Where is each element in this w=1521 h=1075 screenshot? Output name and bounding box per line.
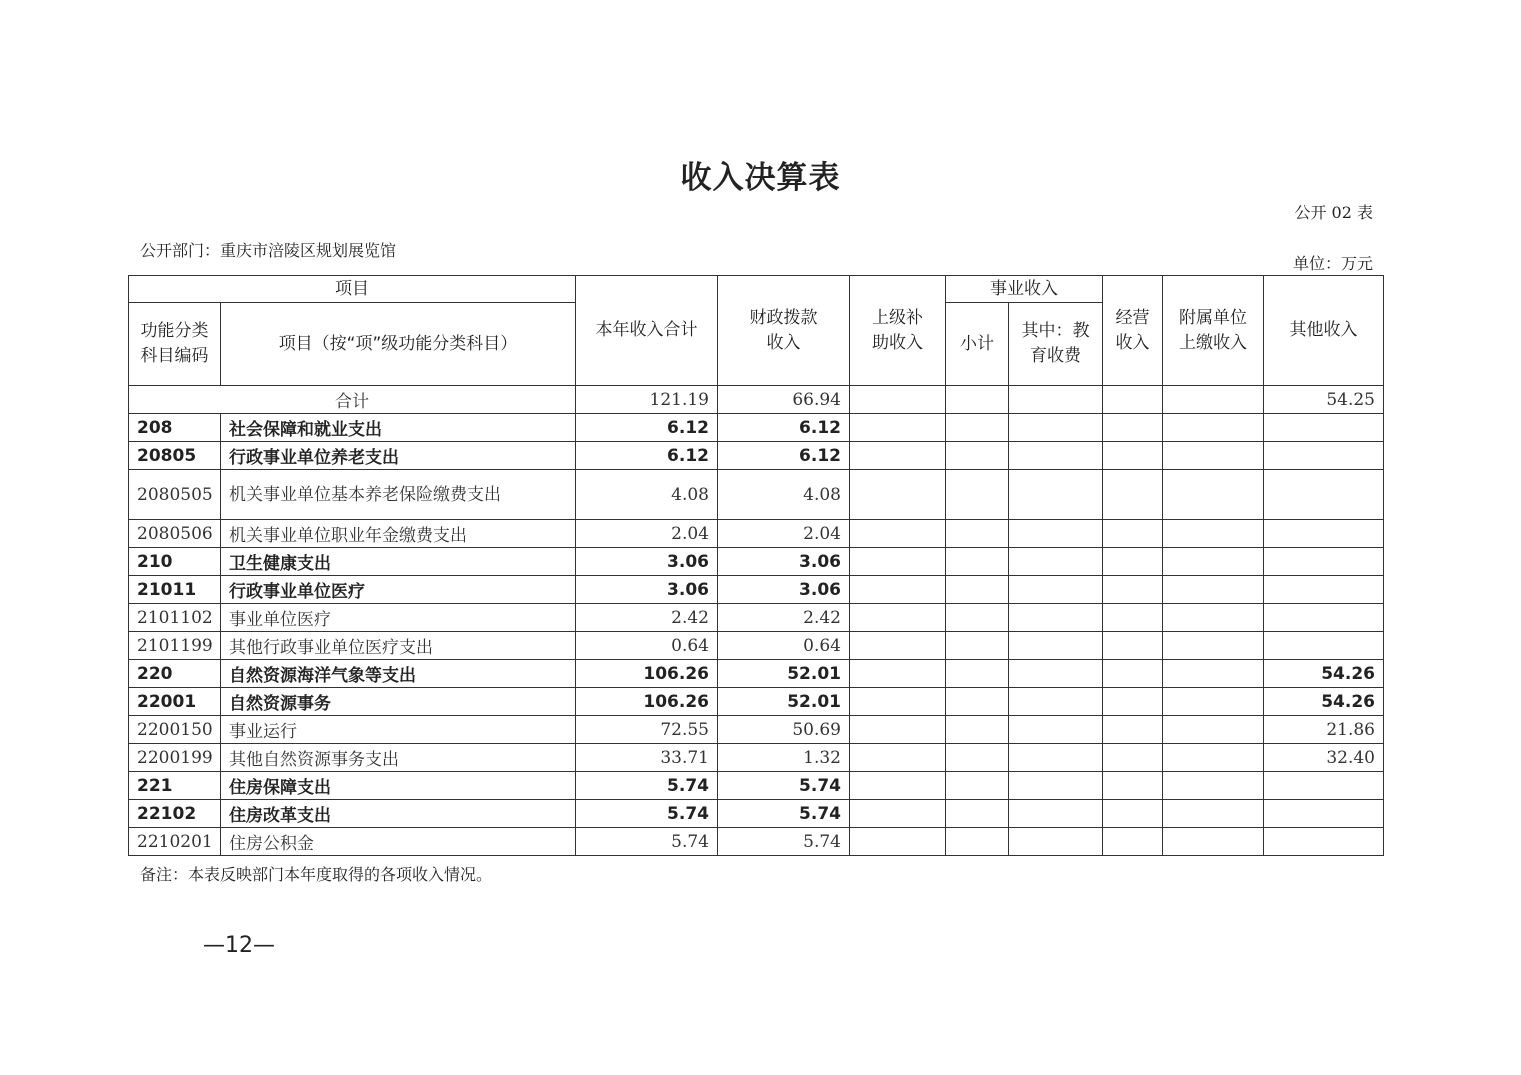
header-career-subtotal: 小计 <box>946 303 1009 386</box>
header-total: 本年收入合计 <box>576 276 718 386</box>
header-project-group: 项目 <box>129 276 576 303</box>
header-fiscal: 财政拨款收入 <box>718 276 850 386</box>
total-label: 合计 <box>129 386 576 414</box>
row-total: 6.12 <box>576 414 718 442</box>
header-code: 功能分类科目编码 <box>129 303 221 386</box>
row-code: 2210201 <box>129 828 221 856</box>
header-name: 项目（按“项”级功能分类科目） <box>221 303 576 386</box>
row-other <box>1264 828 1384 856</box>
row-total: 5.74 <box>576 800 718 828</box>
row-fiscal: 4.08 <box>718 470 850 520</box>
header-affiliated: 附属单位上缴收入 <box>1163 276 1264 386</box>
row-other <box>1264 470 1384 520</box>
table-row <box>129 414 1384 442</box>
row-fiscal: 52.01 <box>718 660 850 688</box>
row-fiscal: 50.69 <box>718 716 850 744</box>
row-total: 0.64 <box>576 632 718 660</box>
row-other <box>1264 414 1384 442</box>
row-code: 220 <box>129 660 221 688</box>
form-number: 公开 02 表 <box>1294 203 1373 222</box>
row-total: 5.74 <box>576 772 718 800</box>
table-row <box>129 800 1384 828</box>
header-other: 其他收入 <box>1264 276 1384 386</box>
row-code: 2101199 <box>129 632 221 660</box>
row-name: 自然资源事务 <box>221 688 576 716</box>
row-code: 2080506 <box>129 520 221 548</box>
row-other <box>1264 604 1384 632</box>
table-row <box>129 520 1384 548</box>
table-row <box>129 576 1384 604</box>
row-code: 2200150 <box>129 716 221 744</box>
row-total: 5.74 <box>576 828 718 856</box>
table-row <box>129 604 1384 632</box>
row-code: 210 <box>129 548 221 576</box>
total-row <box>129 386 1384 414</box>
table-row <box>129 442 1384 470</box>
row-name: 社会保障和就业支出 <box>221 414 576 442</box>
row-other <box>1264 772 1384 800</box>
row-code: 21011 <box>129 576 221 604</box>
unit-label: 单位：万元 <box>1292 254 1373 273</box>
row-total: 4.08 <box>576 470 718 520</box>
total-amount: 121.19 <box>576 386 718 414</box>
row-fiscal: 6.12 <box>718 414 850 442</box>
table-row <box>129 660 1384 688</box>
row-total: 106.26 <box>576 688 718 716</box>
row-code: 2080505 <box>129 470 221 520</box>
row-fiscal: 0.64 <box>718 632 850 660</box>
row-fiscal: 1.32 <box>718 744 850 772</box>
row-name: 其他行政事业单位医疗支出 <box>221 632 576 660</box>
table-row <box>129 470 1384 520</box>
row-other: 54.26 <box>1264 688 1384 716</box>
table-row <box>129 688 1384 716</box>
row-code: 22001 <box>129 688 221 716</box>
row-fiscal: 5.74 <box>718 828 850 856</box>
row-name: 卫生健康支出 <box>221 548 576 576</box>
row-other <box>1264 548 1384 576</box>
department-label: 公开部门：重庆市涪陵区规划展览馆 <box>140 241 397 260</box>
table-row <box>129 744 1384 772</box>
row-code: 22102 <box>129 800 221 828</box>
row-name: 事业运行 <box>221 716 576 744</box>
row-other <box>1264 576 1384 604</box>
table-row <box>129 632 1384 660</box>
row-fiscal: 5.74 <box>718 800 850 828</box>
page-title: 收入决算表 <box>680 160 841 196</box>
row-name: 住房改革支出 <box>221 800 576 828</box>
row-name: 其他自然资源事务支出 <box>221 744 576 772</box>
row-fiscal: 2.42 <box>718 604 850 632</box>
row-total: 2.42 <box>576 604 718 632</box>
row-total: 2.04 <box>576 520 718 548</box>
header-career-group: 事业收入 <box>946 276 1103 303</box>
row-other: 54.26 <box>1264 660 1384 688</box>
row-total: 72.55 <box>576 716 718 744</box>
header-superior-subsidy: 上级补助收入 <box>850 276 946 386</box>
row-fiscal: 3.06 <box>718 548 850 576</box>
total-fiscal: 66.94 <box>718 386 850 414</box>
row-total: 6.12 <box>576 442 718 470</box>
row-code: 20805 <box>129 442 221 470</box>
total-other: 54.25 <box>1264 386 1384 414</box>
row-name: 住房保障支出 <box>221 772 576 800</box>
row-name: 自然资源海洋气象等支出 <box>221 660 576 688</box>
row-other <box>1264 520 1384 548</box>
row-total: 3.06 <box>576 548 718 576</box>
row-fiscal: 52.01 <box>718 688 850 716</box>
row-name: 行政事业单位养老支出 <box>221 442 576 470</box>
row-total: 106.26 <box>576 660 718 688</box>
row-fiscal: 6.12 <box>718 442 850 470</box>
row-other <box>1264 442 1384 470</box>
table-row <box>129 716 1384 744</box>
header-career-education: 其中：教育收费 <box>1009 303 1103 386</box>
row-total: 33.71 <box>576 744 718 772</box>
page-number: —12— <box>203 933 275 958</box>
row-other <box>1264 800 1384 828</box>
row-name: 事业单位医疗 <box>221 604 576 632</box>
table-row <box>129 772 1384 800</box>
table-row <box>129 828 1384 856</box>
row-code: 221 <box>129 772 221 800</box>
table-note: 备注：本表反映部门本年度取得的各项收入情况。 <box>140 865 493 884</box>
row-name: 机关事业单位基本养老保险缴费支出 <box>221 470 576 520</box>
row-name: 行政事业单位医疗 <box>221 576 576 604</box>
row-code: 2101102 <box>129 604 221 632</box>
row-code: 208 <box>129 414 221 442</box>
row-name: 住房公积金 <box>221 828 576 856</box>
row-fiscal: 2.04 <box>718 520 850 548</box>
row-other: 21.86 <box>1264 716 1384 744</box>
row-name: 机关事业单位职业年金缴费支出 <box>221 520 576 548</box>
income-table <box>128 275 1384 856</box>
row-other: 32.40 <box>1264 744 1384 772</box>
row-fiscal: 5.74 <box>718 772 850 800</box>
row-fiscal: 3.06 <box>718 576 850 604</box>
header-row-1 <box>129 276 1384 303</box>
row-other <box>1264 632 1384 660</box>
header-business: 经营收入 <box>1103 276 1163 386</box>
table-row <box>129 548 1384 576</box>
row-code: 2200199 <box>129 744 221 772</box>
row-total: 3.06 <box>576 576 718 604</box>
